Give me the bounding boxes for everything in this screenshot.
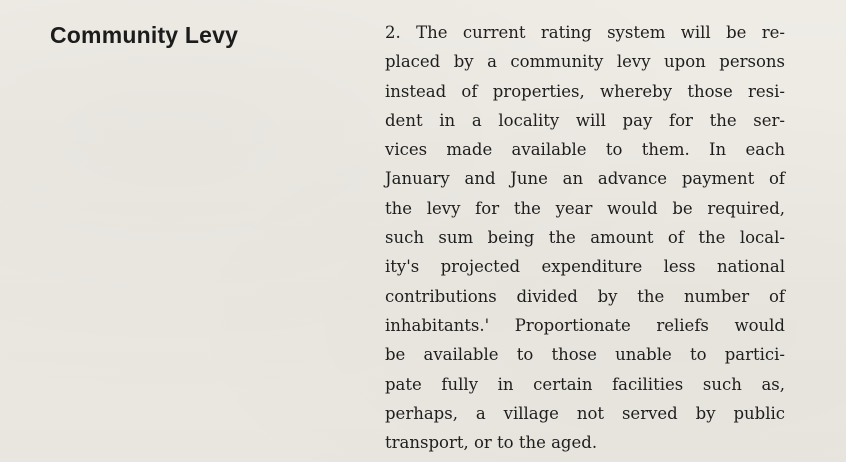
paragraph-line: be available to those unable to partici- [385,345,785,365]
section-heading: Community Levy [50,22,239,48]
paragraph-line: such sum being the amount of the local- [385,228,785,248]
paragraph-line: January and June an advance payment of [385,169,785,189]
paragraph-line: 2. The current rating system will be re- [385,23,785,42]
paragraph-line: instead of properties, whereby those resi- [385,81,785,101]
paragraph-line: contributions divided by the number of [385,286,785,306]
paragraph-line: vices made available to them. In each [385,140,785,160]
paragraph-line: perhaps, a village not served by public [385,403,785,423]
section-paragraph [385,18,785,457]
paragraph-line: placed by a community levy upon persons [385,52,785,72]
paragraph-line: pate fully in certain facilities such as, [385,374,785,394]
paragraph-line: the levy for the year would be required, [385,198,785,218]
paragraph-line: ity's projected expenditure less national [385,257,785,277]
paragraph-line: inhabitants.' Proportionate reliefs would [385,315,785,335]
paragraph-line: transport, or to the aged. [385,433,598,453]
paragraph-line: dent in a locality will pay for the ser- [385,110,785,130]
